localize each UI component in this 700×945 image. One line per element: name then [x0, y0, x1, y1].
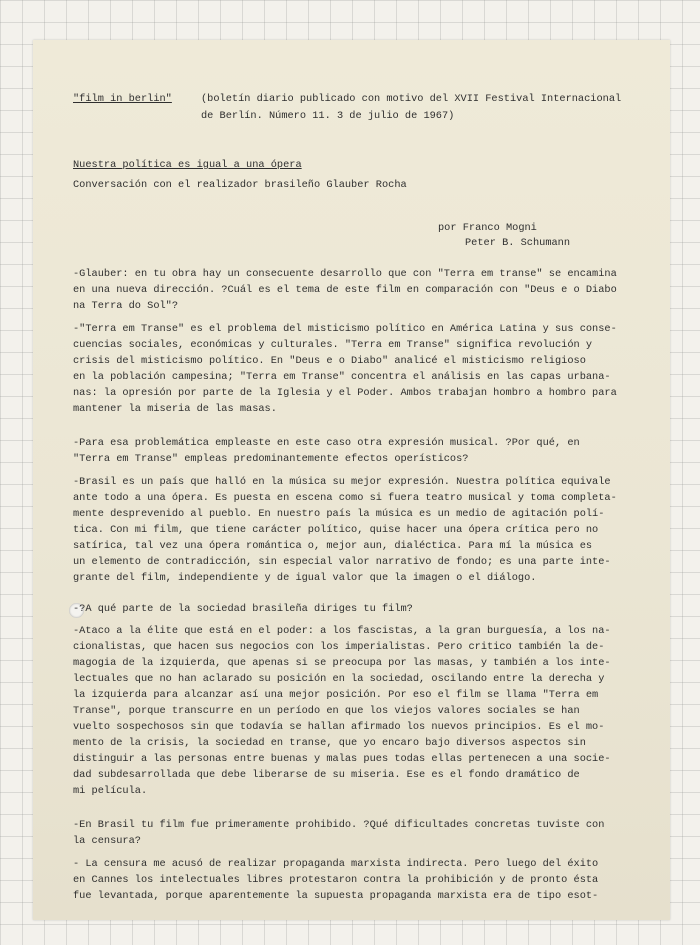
text-line: ante todo a una ópera. Es puesta en escena como si fuera teatro musical y toma completa- — [73, 492, 617, 504]
text-line: vuelto sospechosos sin que todavía se hallan afirmado los nuevos principios. Es el mo- — [73, 721, 605, 733]
publication-name: "film in berlin" — [73, 93, 172, 105]
text-line: -Glauber: en tu obra hay un consecuente desarrollo que con "Terra em transe" se encamina — [73, 268, 617, 280]
text-line: la censura? — [73, 835, 141, 847]
author-1: por Franco Mogni — [438, 222, 537, 234]
text-line: - La censura me acusó de realizar propaganda marxista indirecta. Pero luego del éxito — [73, 858, 599, 870]
header-description-line-1: (boletín diario publicado con motivo del XVII Festival Internacional — [201, 93, 622, 105]
text-line: magogia de la izquierda, que apenas si se preocupa por las masas, y también a los inte- — [73, 657, 611, 669]
document-page — [33, 40, 670, 920]
text-line: satírica, tal vez una ópera romántica o, mejor aun, dialéctica. Para mí la música es — [73, 540, 593, 552]
text-line: na Terra do Sol"? — [73, 300, 179, 312]
text-line: dad subdesarrollada que debe liberarse de su miseria. Ese es el fondo dramático de — [73, 769, 580, 781]
text-line: -"Terra em Transe" es el problema del misticismo político en América Latina y sus conse- — [73, 323, 617, 335]
text-line: la izquierda para alcanzar así una mejor posición. Por eso el film se llama "Terra em — [73, 689, 599, 701]
text-line: cuencias sociales, económicas y culturales. "Terra em Transe" significa revolución y — [73, 339, 593, 351]
text-line: -Ataco a la élite que está en el poder: a los fascistas, a la gran burguesía, a los na- — [73, 625, 611, 637]
text-line: Transe", porque transcurre en un período en que los viejos valores sociales se han — [73, 705, 580, 717]
text-line: tica. Con mi film, que tiene carácter político, quise hacer una ópera crítica pero no — [73, 524, 599, 536]
header-description-line-2: de Berlín. Número 11. 3 de julio de 1967) — [201, 110, 455, 122]
text-line: cionalistas, que hacen sus negocios con los imperialistas. Pero critico también la de- — [73, 641, 605, 653]
text-line: -?A qué parte de la sociedad brasileña diriges tu film? — [73, 603, 413, 615]
text-line: grante del film, independiente y de igual valor que la imagen o el diálogo. — [73, 572, 537, 584]
text-line: lectuales que no han aclarado su posición en la sociedad, oscilando entre la derecha y — [73, 673, 605, 685]
text-line: distinguir a las personas entre buenas y malas pues todas ellas pertenecen a una socie- — [73, 753, 611, 765]
text-line: "Terra em Transe" empleas predominantemente efectos operísticos? — [73, 453, 469, 465]
text-line: un elemento de contradicción, sin especial valor narrativo de fondo; es una parte inte- — [73, 556, 611, 568]
text-line: en una nueva dirección. ?Cuál es el tema de este film en comparación con "Deus e o Diabo — [73, 284, 617, 296]
author-2: Peter B. Schumann — [465, 237, 571, 249]
text-line: en Cannes los intelectuales libres protestaron contra la prohibición y de pronto ésta — [73, 874, 599, 886]
article-title: Nuestra política es igual a una ópera — [73, 159, 302, 171]
text-line: -Brasil es un país que halló en la música su mejor expresión. Nuestra política equivale — [73, 476, 611, 488]
article-subtitle: Conversación con el realizador brasileño Glauber Rocha — [73, 179, 407, 191]
text-line: crisis del misticismo político. En "Deus e o Diabo" analicé el misticismo religioso — [73, 355, 586, 367]
text-line: en la población campesina; "Terra em Transe" concentra el análisis en las capas urbana- — [73, 371, 611, 383]
text-line: mantener la miseria de las masas. — [73, 403, 277, 415]
text-line: fue levantada, porque aparentemente la supuesta propaganda marxista era de tipo esot- — [73, 890, 599, 902]
text-line: -Para esa problemática empleaste en este caso otra expresión musical. ?Por qué, en — [73, 437, 580, 449]
text-line: mente desprevenido al pueblo. En nuestro país la música es un medio de agitación polí- — [73, 508, 605, 520]
text-line: -En Brasil tu film fue primeramente prohibido. ?Qué dificultades concretas tuviste con — [73, 819, 605, 831]
text-line: mi película. — [73, 785, 148, 797]
text-line: nas: la opresión por parte de la Iglesia y el Poder. Ambos trabajan hombro a hombro para — [73, 387, 617, 399]
text-line: mento de la crisis, la sociedad en transe, que yo encaro bajo diversos aspectos sin — [73, 737, 586, 749]
